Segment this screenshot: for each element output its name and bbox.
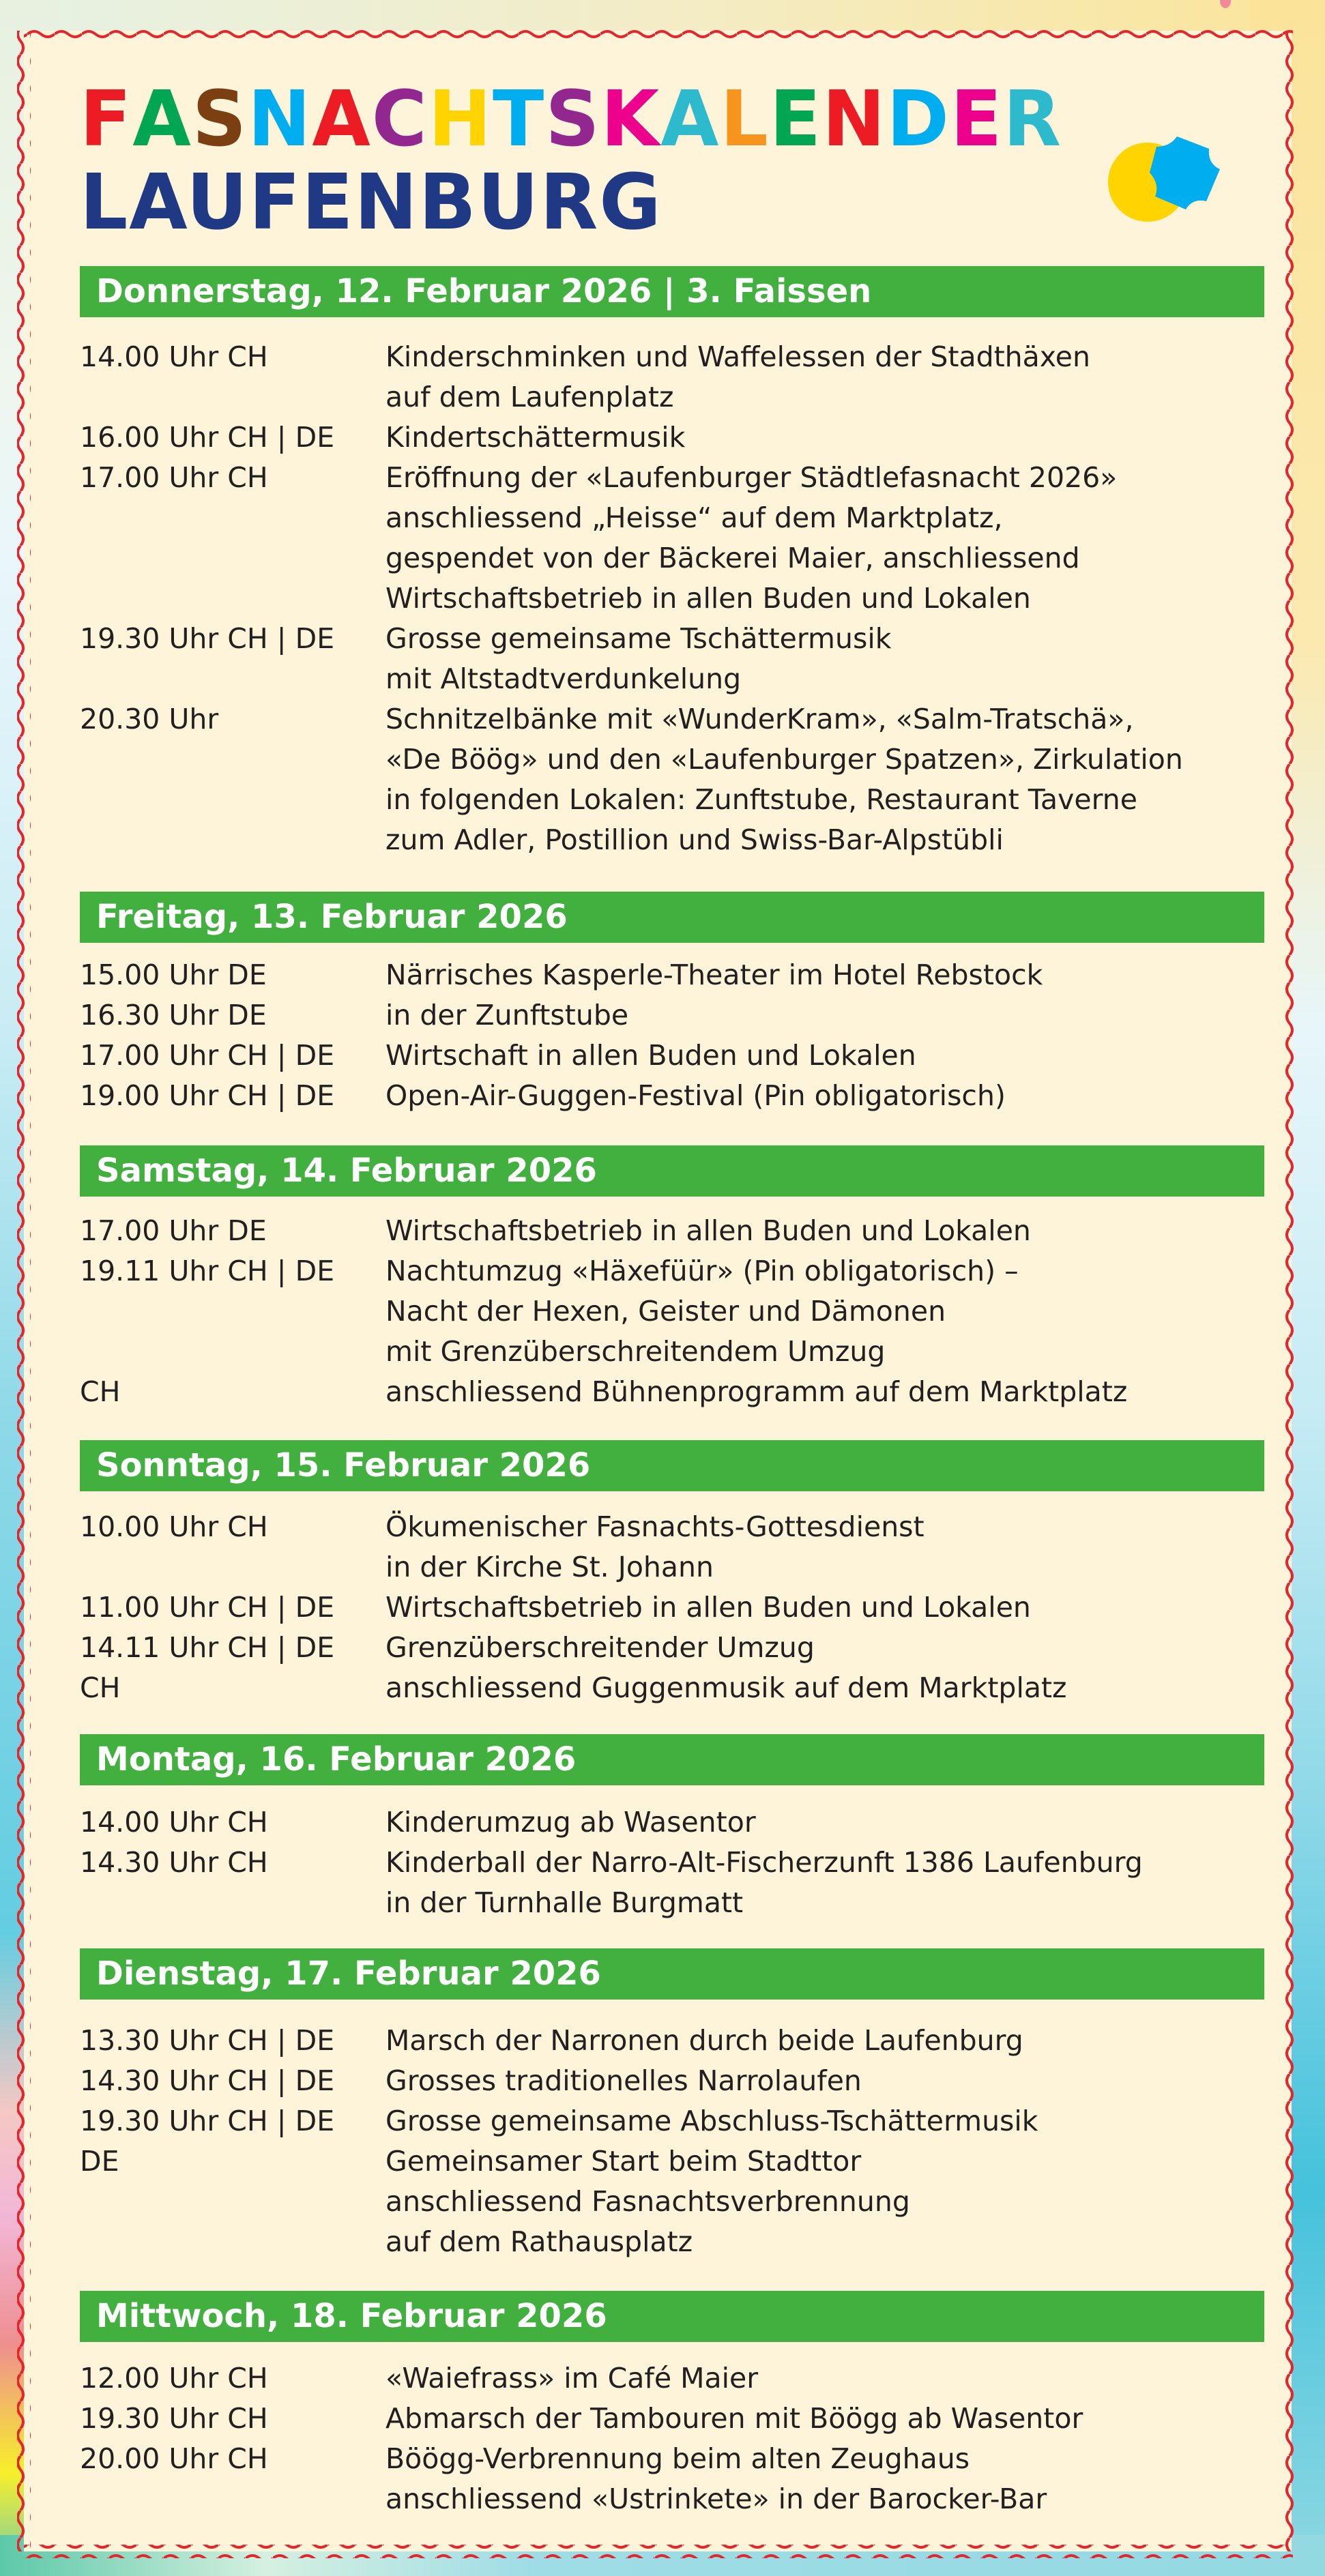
- title-letter: N: [248, 75, 312, 164]
- confetti-decoration-icon: [1105, 99, 1242, 229]
- event-description-line: Abmarsch der Tambouren mit Böögg ab Wasentor: [385, 2402, 1083, 2435]
- event-description-line: auf dem Rathausplatz: [385, 2225, 693, 2258]
- event-row: [80, 1251, 1264, 1372]
- event-time: 16.30 Uhr DE: [80, 999, 267, 1031]
- title-fasnachtskalender: [80, 75, 1062, 164]
- event-description-line: Gemeinsamer Start beim Stadttor: [385, 2145, 862, 2178]
- event-list: [80, 955, 1264, 1116]
- event-row: [80, 2399, 1264, 2439]
- event-description-line: Kinderumzug ab Wasentor: [385, 1806, 756, 1839]
- event-row: [80, 337, 1264, 418]
- event-description-line: Kindertschättermusik: [385, 421, 686, 454]
- day-heading: Samstag, 14. Februar 2026: [80, 1145, 1264, 1197]
- event-description-line: Grosses traditionelles Narrolaufen: [385, 2064, 862, 2097]
- event-description-line: Wirtschaft in allen Buden und Lokalen: [385, 1039, 916, 1072]
- event-row: [80, 1843, 1264, 1923]
- event-description: [385, 1802, 1264, 1843]
- title-letter: R: [1003, 75, 1063, 164]
- event-time: 19.30 Uhr CH | DE: [80, 2105, 335, 2137]
- event-description: [385, 2061, 1264, 2101]
- event-time: 11.00 Uhr CH | DE: [80, 1591, 335, 1624]
- title-letter: L: [720, 75, 770, 164]
- title-letter: E: [950, 75, 1004, 164]
- event-description-line: anschliessend „Heisse“ auf dem Marktplatz,: [385, 501, 1003, 534]
- event-description-line: «De Böög» und den «Laufenburger Spatzen», Zirkulation: [385, 743, 1183, 776]
- event-description: [385, 2141, 1264, 2262]
- event-description-line: Närrisches Kasperle-Theater im Hotel Rebstock: [385, 958, 1043, 991]
- event-time: 17.00 Uhr CH | DE: [80, 1039, 335, 1072]
- event-time: DE: [80, 2145, 119, 2178]
- event-description-line: anschliessend «Ustrinkete» in der Barocker-Bar: [385, 2483, 1047, 2515]
- event-time: CH: [80, 1375, 121, 1408]
- event-description-line: in der Kirche St. Johann: [385, 1551, 714, 1583]
- blue-stamp-icon: [1150, 136, 1220, 209]
- event-description-line: Wirtschaftsbetrieb in allen Buden und Lokalen: [385, 1214, 1031, 1247]
- event-description-line: Grenzüberschreitender Umzug: [385, 1631, 815, 1664]
- event-time: 17.00 Uhr CH: [80, 461, 268, 494]
- event-description: [385, 2358, 1264, 2399]
- event-description-line: Open-Air-Guggen-Festival (Pin obligatorisch): [385, 1079, 1006, 1112]
- event-row: [80, 2061, 1264, 2101]
- event-description: [385, 1507, 1264, 1587]
- event-row: [80, 1628, 1264, 1668]
- event-description: [385, 1036, 1264, 1076]
- event-time: 16.00 Uhr CH | DE: [80, 421, 335, 454]
- event-description-line: anschliessend Bühnenprogramm auf dem Marktplatz: [385, 1375, 1128, 1408]
- event-row: [80, 1372, 1264, 1412]
- event-row: [80, 1211, 1264, 1251]
- event-list: [80, 1802, 1264, 1923]
- day-heading: Donnerstag, 12. Februar 2026 | 3. Faissen: [80, 266, 1264, 317]
- event-time: 13.30 Uhr CH | DE: [80, 2024, 335, 2057]
- event-description: [385, 699, 1264, 860]
- event-description-line: anschliessend Fasnachtsverbrennung: [385, 2185, 910, 2218]
- event-description-line: Ökumenischer Fasnachts-Gottesdienst: [385, 1510, 924, 1543]
- event-description-line: gespendet von der Bäckerei Maier, anschliessend: [385, 542, 1080, 574]
- title-letter: D: [886, 75, 950, 164]
- event-description: [385, 2439, 1264, 2519]
- title-letter: S: [545, 75, 601, 164]
- event-description-line: in der Zunftstube: [385, 999, 629, 1031]
- event-time: CH: [80, 1671, 121, 1704]
- title-letter: C: [371, 75, 428, 164]
- event-description: [385, 619, 1264, 699]
- event-row: [80, 995, 1264, 1036]
- event-description-line: in folgenden Lokalen: Zunftstube, Restaurant Taverne: [385, 783, 1137, 816]
- event-description: [385, 2399, 1264, 2439]
- event-row: [80, 1587, 1264, 1628]
- event-description-line: anschliessend Guggenmusik auf dem Marktplatz: [385, 1671, 1067, 1704]
- event-description-line: Schnitzelbänke mit «WunderKram», «Salm-Tratschä»,: [385, 703, 1134, 735]
- event-description: [385, 1628, 1264, 1668]
- event-time: 19.00 Uhr CH | DE: [80, 1079, 335, 1112]
- event-description-line: Nachtumzug «Häxefüür» (Pin obligatorisch) –: [385, 1255, 1019, 1287]
- event-row: [80, 1507, 1264, 1587]
- event-list: [80, 2358, 1264, 2519]
- event-row: [80, 418, 1264, 458]
- event-description: [385, 418, 1264, 458]
- event-description-line: Kinderball der Narro-Alt-Fischerzunft 1386 Laufenburg: [385, 1846, 1143, 1879]
- title-letter: F: [80, 75, 133, 164]
- event-description: [385, 2101, 1264, 2141]
- title-letter: A: [312, 75, 372, 164]
- title-letter: S: [192, 75, 248, 164]
- confetti-drop-icon: [1220, 0, 1231, 8]
- event-description: [385, 458, 1264, 619]
- event-description-line: Wirtschaftsbetrieb in allen Buden und Lokalen: [385, 582, 1031, 615]
- event-time: 15.00 Uhr DE: [80, 958, 267, 991]
- event-description: [385, 1372, 1264, 1412]
- day-heading: Montag, 16. Februar 2026: [80, 1734, 1264, 1785]
- event-list: [80, 1507, 1264, 1708]
- title-letter: E: [769, 75, 823, 164]
- event-row: [80, 2358, 1264, 2399]
- event-description-line: zum Adler, Postillion und Swiss-Bar-Alpstübli: [385, 823, 1004, 856]
- event-description: [385, 1843, 1264, 1923]
- event-description: [385, 2021, 1264, 2061]
- event-time: 19.30 Uhr CH: [80, 2402, 268, 2435]
- event-time: 14.30 Uhr CH: [80, 1846, 268, 1879]
- event-description-line: Marsch der Narronen durch beide Laufenburg: [385, 2024, 1023, 2057]
- event-time: 19.30 Uhr CH | DE: [80, 622, 335, 655]
- event-time: 14.00 Uhr CH: [80, 340, 268, 373]
- event-list: [80, 1211, 1264, 1412]
- event-description-line: Grosse gemeinsame Tschättermusik: [385, 622, 892, 655]
- event-row: [80, 2141, 1264, 2262]
- event-description: [385, 1076, 1264, 1116]
- event-description: [385, 1668, 1264, 1708]
- day-heading: Freitag, 13. Februar 2026: [80, 892, 1264, 943]
- event-row: [80, 1668, 1264, 1708]
- event-description: [385, 1211, 1264, 1251]
- event-time: 14.11 Uhr CH | DE: [80, 1631, 335, 1664]
- event-time: 14.00 Uhr CH: [80, 1806, 268, 1839]
- event-description: [385, 1587, 1264, 1628]
- event-description: [385, 1251, 1264, 1372]
- title-letter: T: [493, 75, 546, 164]
- title-letter: A: [132, 75, 192, 164]
- event-description-line: Böögg-Verbrennung beim alten Zeughaus: [385, 2442, 970, 2475]
- event-row: [80, 458, 1264, 619]
- event-row: [80, 619, 1264, 699]
- event-row: [80, 1036, 1264, 1076]
- day-heading: Sonntag, 15. Februar 2026: [80, 1440, 1264, 1491]
- day-heading: Dienstag, 17. Februar 2026: [80, 1948, 1264, 2000]
- event-row: [80, 1076, 1264, 1116]
- event-description-line: in der Turnhalle Burgmatt: [385, 1886, 744, 1919]
- title-letter: K: [600, 75, 661, 164]
- event-time: 10.00 Uhr CH: [80, 1510, 268, 1543]
- event-description-line: mit Altstadtverdunkelung: [385, 662, 742, 695]
- event-description: [385, 955, 1264, 995]
- event-description-line: mit Grenzüberschreitendem Umzug: [385, 1335, 886, 1368]
- event-description-line: Wirtschaftsbetrieb in allen Buden und Lokalen: [385, 1591, 1031, 1624]
- title-letter: N: [822, 75, 887, 164]
- event-description: [385, 995, 1264, 1036]
- event-description-line: Grosse gemeinsame Abschluss-Tschättermusik: [385, 2105, 1038, 2137]
- event-row: [80, 699, 1264, 860]
- event-row: [80, 2439, 1264, 2519]
- event-description-line: Nacht der Hexen, Geister und Dämonen: [385, 1295, 946, 1328]
- title-letter: A: [660, 75, 720, 164]
- event-row: [80, 955, 1264, 995]
- event-row: [80, 2021, 1264, 2061]
- event-description-line: Eröffnung der «Laufenburger Städtlefasnacht 2026»: [385, 461, 1118, 494]
- title-laufenburg: LAUFENBURG: [80, 158, 662, 247]
- event-list: [80, 2021, 1264, 2262]
- title-letter: H: [428, 75, 493, 164]
- day-heading: Mittwoch, 18. Februar 2026: [80, 2291, 1264, 2342]
- event-time: 19.11 Uhr CH | DE: [80, 1255, 335, 1287]
- event-time: 14.30 Uhr CH | DE: [80, 2064, 335, 2097]
- event-time: 12.00 Uhr CH: [80, 2362, 268, 2395]
- event-description-line: Kinderschminken und Waffelessen der Stadthäxen: [385, 340, 1091, 373]
- event-description-line: «Waiefrass» im Café Maier: [385, 2362, 759, 2395]
- event-time: 17.00 Uhr DE: [80, 1214, 267, 1247]
- event-time: 20.30 Uhr: [80, 703, 219, 735]
- event-row: [80, 1802, 1264, 1843]
- event-description-line: auf dem Laufenplatz: [385, 381, 674, 413]
- event-description: [385, 337, 1264, 418]
- event-row: [80, 2101, 1264, 2141]
- event-time: 20.00 Uhr CH: [80, 2442, 268, 2475]
- event-list: [80, 337, 1264, 860]
